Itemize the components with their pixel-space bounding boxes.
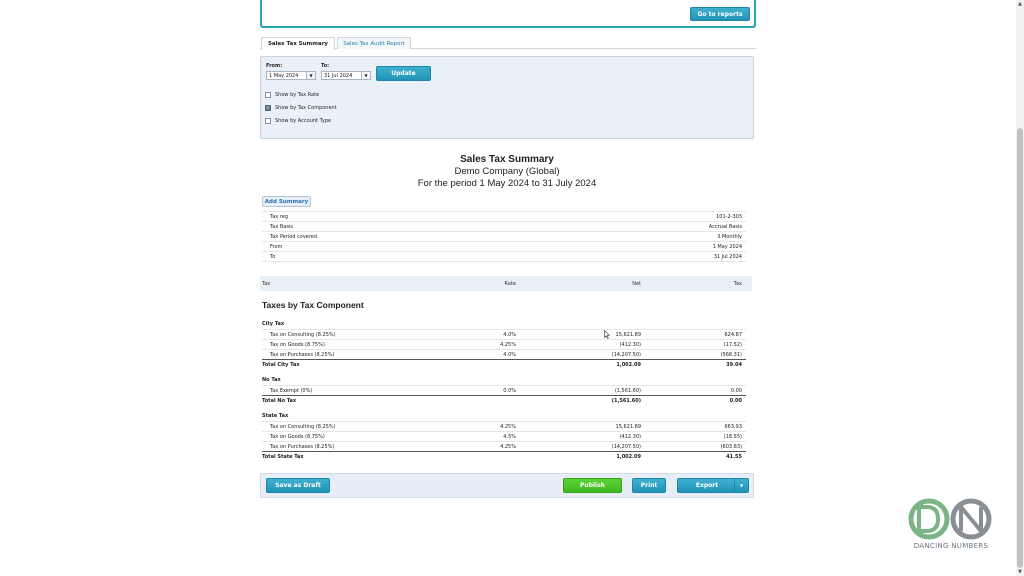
table-row: Tax on Purchases (8.25%) 4.0% (14,207.50) (568.31): [262, 349, 746, 359]
group-title-city-tax: City Tax: [262, 321, 285, 327]
show-by-tax-rate-checkbox[interactable]: [265, 92, 271, 98]
table-row: Tax on Goods (8.75%) 4.5% (412.30) (18.55): [262, 431, 746, 441]
tab-label: Sales Tax Audit Report: [343, 40, 405, 47]
show-by-account-type-label: Show by Account Type: [275, 118, 332, 124]
group-title-state-tax: State Tax: [262, 413, 289, 419]
chevron-down-icon[interactable]: ▼: [361, 72, 370, 79]
info-row: Tax Basis Accrual Basis: [262, 221, 746, 231]
show-by-tax-component-label: Show by Tax Component: [275, 105, 337, 111]
tab-sales-tax-summary[interactable]: [261, 37, 335, 50]
show-by-tax-component-checkbox[interactable]: ✓: [265, 104, 271, 111]
total-row-state-tax: Total State Tax 1,002.09 41.55: [262, 451, 746, 460]
from-date-value: 1 May 2024: [269, 72, 299, 79]
to-label: To:: [321, 63, 330, 69]
dancing-numbers-logo-icon: [905, 497, 997, 543]
from-label: From:: [266, 63, 283, 69]
column-header-rate: Rate: [504, 281, 516, 287]
info-row: To 31 Jul 2024: [262, 251, 746, 262]
table-row: Tax on Goods (8.75%) 4.25% (412.30) (17.52): [262, 339, 746, 349]
column-header-net: Net: [632, 281, 641, 287]
table-row: Tax on Consulting (8.25%) 4.25% 15,621.89 663.93: [262, 421, 746, 431]
export-button[interactable]: [677, 478, 749, 493]
top-panel: [260, 0, 756, 28]
info-row: From 1 May 2024: [262, 241, 746, 251]
save-as-draft-button[interactable]: Save as Draft: [266, 478, 330, 493]
tab-sales-tax-audit-report[interactable]: [337, 37, 411, 49]
group-title-no-tax: No Tax: [262, 377, 281, 383]
mouse-cursor-icon: [604, 330, 610, 339]
show-by-account-type-checkbox[interactable]: [265, 118, 271, 124]
table-row: Tax on Purchases (8.25%) 4.25% (14,207.50) (603.83): [262, 441, 746, 451]
print-button[interactable]: Print: [632, 478, 666, 493]
column-header-tax: Tax: [262, 281, 271, 287]
tab-label: Sales Tax Summary: [267, 41, 329, 47]
table-row: Tax Exempt (0%) 0.0% (1,561.60) 0.00: [262, 385, 746, 395]
publish-button[interactable]: Publish: [563, 478, 622, 493]
add-summary-button[interactable]: Add Summary: [262, 196, 311, 207]
company-name: Demo Company (Global): [454, 166, 560, 177]
scroll-up-arrow-icon[interactable]: ▲: [1018, 1, 1022, 7]
scroll-down-arrow-icon[interactable]: ▼: [1018, 569, 1022, 575]
report-period: For the period 1 May 2024 to 31 July 2024: [417, 178, 597, 189]
from-date-select[interactable]: [266, 71, 316, 80]
total-row-no-tax: Total No Tax (1,561.60) 0.00: [262, 395, 746, 404]
column-header-taxcol: Tax: [733, 281, 742, 287]
to-date-select[interactable]: [321, 71, 371, 80]
update-button[interactable]: Update: [376, 66, 431, 81]
total-row-city-tax: Total City Tax 1,002.09 39.04: [262, 359, 746, 368]
chevron-down-icon[interactable]: ▼: [734, 479, 748, 492]
go-to-reports-button[interactable]: Go to reports: [690, 7, 750, 21]
info-row: Tax reg 101-2-303: [262, 211, 746, 221]
filter-panel: [260, 56, 754, 139]
show-by-tax-rate-label: Show by Tax Rate: [275, 92, 320, 98]
watermark-text: DANCING NUMBERS: [913, 542, 989, 550]
export-label: Export: [695, 482, 719, 489]
table-row: Tax on Consulting (8.25%) 4.0% 15,621.89 624.87: [262, 329, 746, 339]
section-title: Taxes by Tax Component: [262, 300, 364, 310]
chevron-down-icon[interactable]: ▼: [306, 72, 315, 79]
report-title: Sales Tax Summary: [460, 154, 554, 165]
to-date-value: 31 Jul 2024: [324, 72, 353, 79]
scrollbar-thumb[interactable]: [1017, 128, 1023, 568]
info-row: Tax Period covered 3 Monthly: [262, 231, 746, 241]
